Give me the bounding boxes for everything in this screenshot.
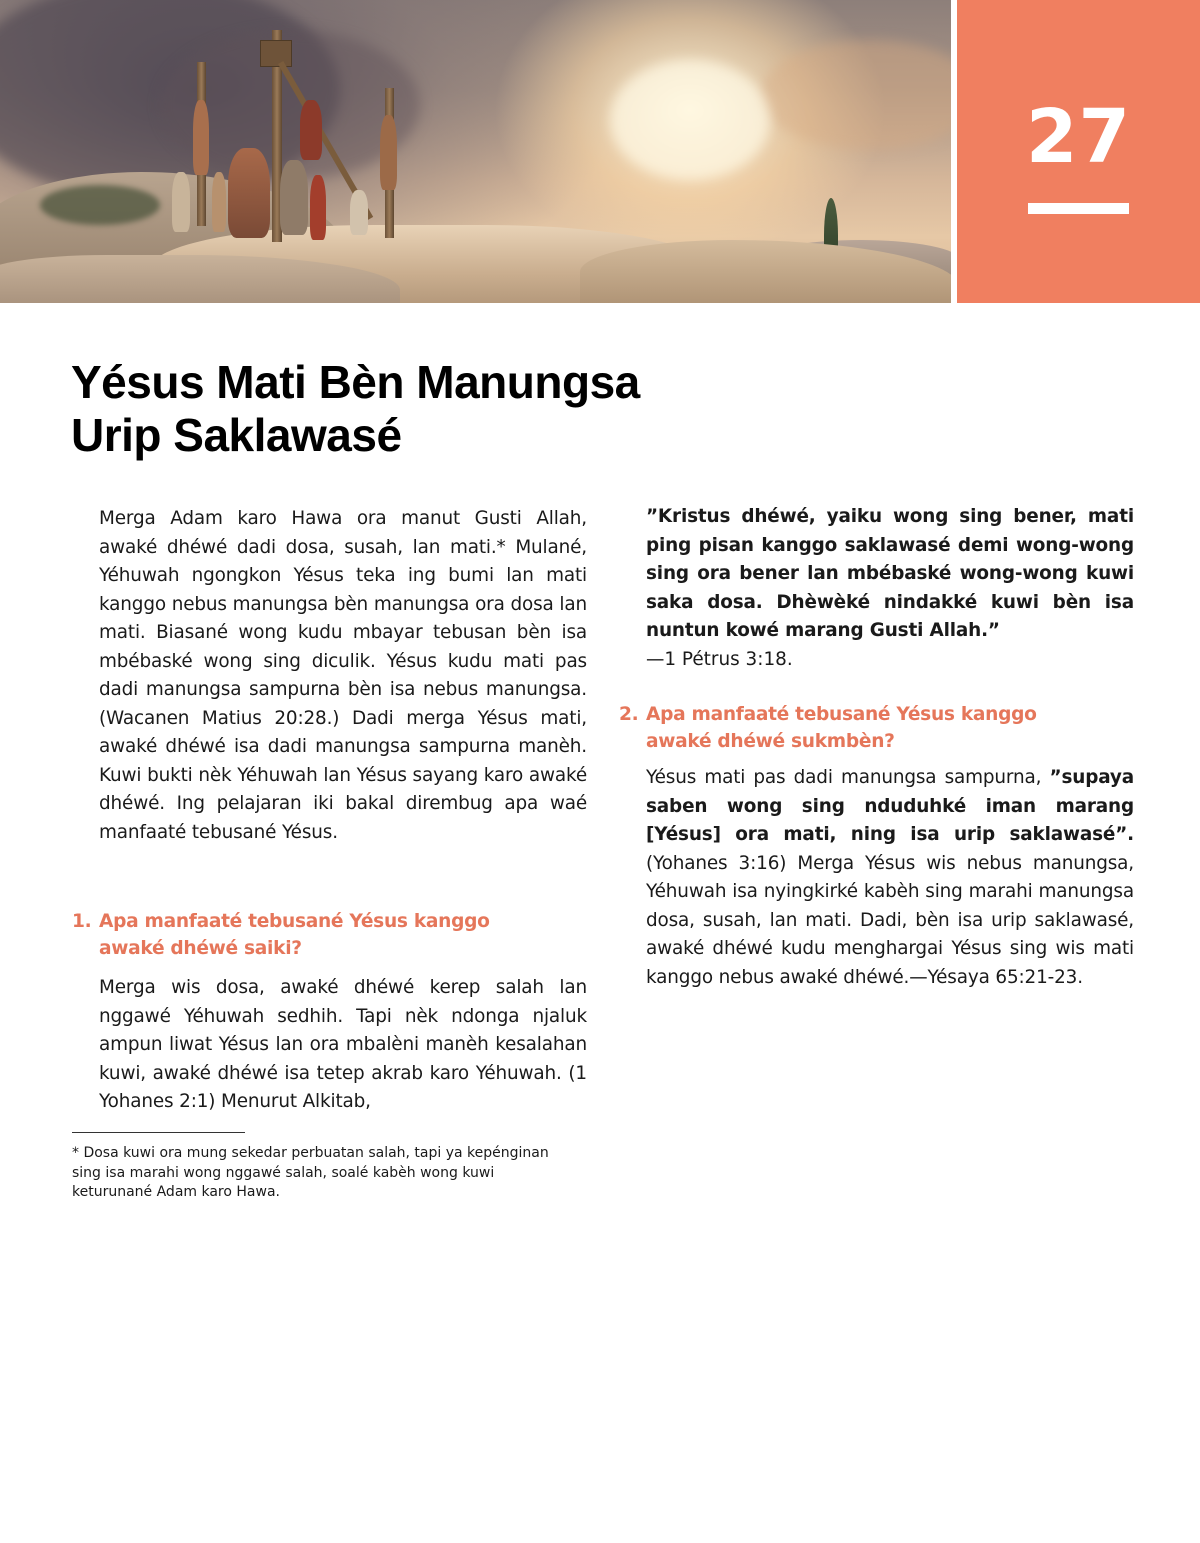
soldier — [310, 175, 326, 240]
hero-illustration — [0, 0, 951, 303]
title-line-2: Urip Saklawasé — [71, 409, 402, 461]
section-2-question — [619, 701, 1146, 755]
scripture-quote: ”Kristus dhéwé, yaiku wong sing bener, mati ping pisan kanggo saklawasé demi wong-wong sing ora bener lan mbébaské wong-wong kuwi saka dosa. Dhèwèké nindakké kuwi bèn isa nuntun kowé marang Gusti Allah.” — [646, 506, 1134, 641]
page-title — [71, 356, 771, 462]
question-heading — [619, 701, 1146, 755]
section-1-answer — [99, 974, 587, 1117]
person — [350, 190, 368, 235]
answer-paragraph — [646, 764, 1134, 992]
title-line-1: Yésus Mati Bèn Manungsa — [71, 356, 640, 408]
question-number: 2. — [619, 704, 639, 725]
question-heading — [72, 908, 599, 962]
question-number: 1. — [72, 911, 92, 932]
person — [280, 160, 308, 235]
shrubs — [40, 185, 160, 225]
question-line-2: awaké dhéwé sukmbèn? — [646, 731, 895, 752]
answer-paragraph: Merga wis dosa, awaké dhéwé kerep salah lan nggawé Yéhuwah sedhih. Tapi nèk ndonga njaluk ampun liwat Yésus lan ora mbalèni manèh kesalahan kuwi, awaké dhéwé isa tetep akrab karo Yéhuwah. (1 Yohanes 2:1) Menurut Alkitab, — [99, 977, 587, 1112]
scripture-quote: ”supaya saben wong sing nduduhké iman marang [Yésus] ora mati, ning isa urip saklawasé”. — [646, 767, 1134, 845]
sun-glow — [610, 60, 770, 180]
soldier-on-ladder — [300, 100, 322, 160]
footnote: * Dosa kuwi ora mung sekedar perbuatan salah, tapi ya kepénginan sing isa marahi wong nggawé salah, soalé kabèh wong kuwi keturunané Adam karo Hawa. — [72, 1145, 549, 1200]
question-line-1: Apa manfaaté tebusané Yésus kanggo — [99, 911, 490, 932]
chapter-number-underline — [1028, 203, 1129, 214]
person — [172, 172, 190, 232]
scripture-reference: —1 Pétrus 3:18. — [646, 648, 793, 670]
scripture-quote-block — [646, 503, 1134, 674]
answer-text-before: Yésus mati pas dadi manungsa sampurna, — [646, 767, 1050, 788]
question-line-1: Apa manfaaté tebusané Yésus kanggo — [646, 704, 1037, 725]
left-crucified-figure — [193, 100, 209, 175]
right-crucified-figure — [380, 115, 397, 190]
chapter-number: 27 — [1026, 94, 1131, 180]
person — [212, 172, 226, 232]
intro-section — [99, 505, 587, 847]
answer-text-after: (Yohanes 3:16) Merga Yésus wis nebus manungsa, Yéhuwah isa nyingkirké kabèh sing marahi manungsa dosa, susah, lan mati. Dadi, bèn isa urip saklawasé, awaké dhéwé kudu menghargai Yésus sing wis mati kanggo nebus awaké dhéwé.—Yésaya 65:21-23. — [646, 852, 1134, 988]
section-1-question — [72, 908, 599, 962]
chapter-panel — [957, 0, 1200, 303]
section-2-answer — [646, 764, 1134, 992]
cross-sign — [260, 40, 292, 67]
intro-paragraph: Merga Adam karo Hawa ora manut Gusti Allah, awaké dhéwé dadi dosa, susah, lan mati.* Mulané, Yéhuwah ngongkon Yésus teka ing bumi lan mati kanggo nebus manungsa bèn manungsa ora dosa lan mati. Biasané wong kudu mbayar tebusan bèn isa mbébaské wong sing diculik. Yésus kudu mati pas dadi manungsa sampurna bèn isa nebus manungsa. (Wacanen Matius 20:28.) Dadi merga Yésus mati, awaké dhéwé isa dadi manungsa sampurna manèh. Kuwi bukti nèk Yéhuwah lan Yésus sayang karo awaké dhéwé. Ing pelajaran iki bakal dirembug apa waé manfaaté tebusané Yésus. — [99, 508, 587, 843]
mourners-group — [228, 148, 270, 238]
light-cloud — [760, 40, 951, 150]
question-line-2: awaké dhéwé saiki? — [99, 938, 302, 959]
footnote-divider — [72, 1132, 245, 1133]
